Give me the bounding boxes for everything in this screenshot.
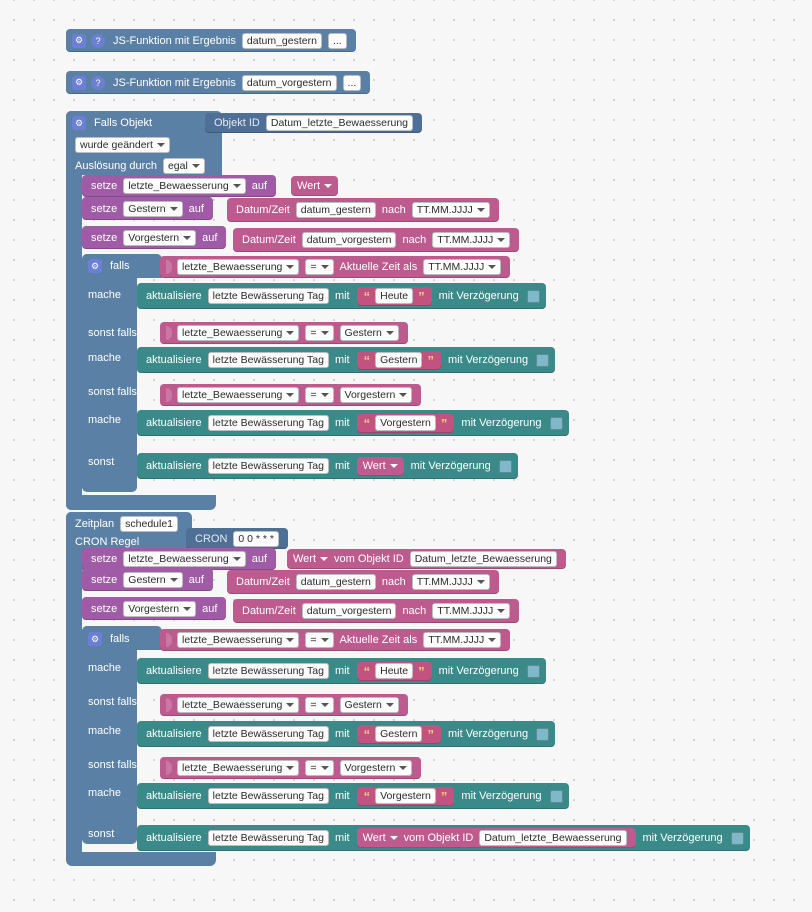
set-label: setze — [91, 231, 118, 244]
compare-operator[interactable]: = — [305, 259, 333, 275]
chevron-down-icon — [170, 578, 178, 582]
value-block-2[interactable]: Wert — [357, 457, 404, 476]
compare-left-variable[interactable]: letzte_Bewaesserung — [177, 632, 299, 648]
chevron-down-icon — [399, 393, 407, 397]
with-label: mit — [334, 417, 350, 429]
datetime-format-dropdown[interactable]: TT.MM.JJJJ — [412, 574, 490, 590]
with-label: mit — [334, 460, 350, 472]
datetime-format-dropdown[interactable]: TT.MM.JJJJ — [412, 202, 490, 218]
with-label: mit — [334, 354, 350, 366]
elseif-label-1a: sonst falls — [88, 327, 137, 339]
quote-open-icon: “ — [363, 726, 371, 742]
socket — [166, 388, 172, 402]
chevron-down-icon — [286, 265, 294, 269]
trigger-by-dropdown[interactable]: egal — [163, 158, 205, 174]
update-action-block-8[interactable] — [137, 825, 750, 851]
js-function-label-1: JS-Funktion mit Ergebnis — [113, 34, 236, 47]
object-id-value[interactable]: Datum_letzte_Bewaesserung — [266, 115, 413, 131]
compare-block-5[interactable] — [160, 694, 408, 716]
text-block-heute-2[interactable] — [357, 662, 432, 681]
compare-operator[interactable]: = — [305, 760, 333, 776]
gear-icon[interactable]: ⚙ — [72, 116, 86, 130]
compare-right-variable[interactable]: Vorgestern — [340, 387, 413, 403]
set-to-label: auf — [202, 231, 218, 244]
chevron-down-icon — [183, 236, 191, 240]
update-label: aktualisiere — [146, 417, 202, 429]
quote-close-icon: ” — [427, 352, 434, 368]
chevron-down-icon — [192, 164, 200, 168]
datetime-label: Datum/Zeit — [242, 234, 296, 246]
delay-label: mit Verzögerung — [438, 290, 519, 302]
js-function-label-2: JS-Funktion mit Ergebnis — [113, 76, 236, 89]
value-dropdown[interactable]: Wert — [297, 180, 321, 192]
chevron-down-icon — [321, 393, 329, 397]
if-label: falls — [110, 260, 130, 272]
set-to-label: auf — [188, 573, 204, 586]
after-label: nach — [381, 204, 406, 216]
schedule-name-field[interactable]: schedule1 — [120, 516, 178, 532]
chevron-down-icon — [286, 331, 294, 335]
object-id-value[interactable]: Datum_letzte_Bewaesserung — [410, 551, 557, 567]
js-function-name-field-1[interactable]: datum_gestern — [242, 33, 322, 49]
set-label: setze — [91, 180, 118, 192]
do-label-5: mache — [88, 725, 122, 737]
delay-label: mit Verzögerung — [438, 665, 519, 677]
set-to-label: auf — [188, 202, 204, 215]
socket — [166, 633, 172, 647]
text-value[interactable]: Vorgestern — [375, 415, 436, 431]
update-target[interactable]: letzte Bewässerung Tag — [208, 288, 329, 304]
delay-checkbox[interactable] — [527, 665, 540, 678]
text-value[interactable]: Vorgestern — [375, 788, 436, 804]
chevron-down-icon — [233, 557, 241, 561]
compare-block-6[interactable] — [160, 757, 421, 779]
js-function-more-1[interactable]: ... — [328, 33, 347, 49]
compare-right-variable[interactable]: Gestern — [340, 325, 399, 341]
delay-checkbox[interactable] — [536, 354, 549, 367]
update-target[interactable]: letzte Bewässerung Tag — [208, 788, 329, 804]
compare-left-variable[interactable]: letzte_Bewaesserung — [177, 760, 299, 776]
set-letzte-bewaesserung-block-2[interactable] — [82, 548, 276, 570]
chevron-down-icon — [399, 766, 407, 770]
update-label: aktualisiere — [146, 290, 202, 302]
datetime-label: Datum/Zeit — [236, 204, 290, 216]
update-target[interactable]: letzte Bewässerung Tag — [208, 352, 329, 368]
text-block-gestern-2[interactable] — [357, 725, 441, 744]
chevron-down-icon — [386, 703, 394, 707]
current-time-format[interactable]: TT.MM.JJJJ — [423, 632, 501, 648]
set-vorgestern-block-2[interactable] — [82, 597, 226, 620]
delay-label: mit Verzögerung — [447, 354, 529, 366]
text-value[interactable]: Gestern — [375, 352, 422, 368]
update-action-block-4[interactable] — [137, 453, 518, 479]
compare-left-variable[interactable]: letzte_Bewaesserung — [177, 387, 299, 403]
text-value[interactable]: Heute — [375, 288, 413, 304]
delay-checkbox[interactable] — [550, 417, 563, 430]
datetime-source[interactable]: datum_gestern — [296, 574, 376, 590]
set-to-label: auf — [251, 553, 267, 565]
js-function-more-2[interactable]: ... — [343, 75, 362, 91]
set-to-label: auf — [251, 180, 267, 192]
quote-open-icon: “ — [363, 788, 371, 804]
gear-icon[interactable]: ⚙ — [88, 632, 102, 646]
with-label: mit — [334, 290, 350, 302]
datetime-source[interactable]: datum_vorgestern — [302, 232, 397, 248]
delay-label: mit Verzögerung — [447, 728, 529, 740]
quote-open-icon: “ — [363, 288, 371, 304]
after-label: nach — [402, 605, 427, 617]
chevron-down-icon — [324, 184, 332, 188]
trigger-object-id-block[interactable] — [205, 113, 422, 133]
chevron-down-icon — [488, 265, 496, 269]
from-object-id-label: vom Objekt ID — [334, 553, 404, 565]
chevron-down-icon — [321, 331, 329, 335]
datetime-label: Datum/Zeit — [242, 605, 296, 617]
chevron-down-icon — [321, 265, 329, 269]
from-object-id-label: vom Objekt ID — [403, 832, 474, 844]
object-id-value[interactable]: Datum_letzte_Bewaesserung — [479, 830, 626, 846]
delay-checkbox[interactable] — [550, 790, 563, 803]
set-variable-dropdown[interactable]: Vorgestern — [123, 230, 196, 246]
do-label-4: mache — [88, 662, 122, 674]
current-time-label: Aktuelle Zeit als — [339, 634, 418, 646]
with-label: mit — [334, 665, 350, 677]
chevron-down-icon — [320, 557, 328, 561]
do-label-6: mache — [88, 787, 122, 799]
compare-block-1[interactable] — [160, 256, 510, 278]
chevron-down-icon — [286, 638, 294, 642]
if-row-2 — [88, 629, 133, 649]
delay-checkbox[interactable] — [499, 460, 512, 473]
cron-value-field[interactable]: 0 0 * * * — [233, 531, 279, 547]
compare-left-variable[interactable]: letzte_Bewaesserung — [177, 697, 299, 713]
else-label-2: sonst — [88, 828, 115, 840]
update-action-block-5[interactable] — [137, 658, 546, 684]
update-label: aktualisiere — [146, 832, 202, 844]
quote-close-icon: ” — [427, 726, 434, 742]
datetime-label: Datum/Zeit — [236, 576, 290, 588]
text-value[interactable]: Gestern — [375, 726, 422, 742]
delay-label: mit Verzögerung — [642, 832, 723, 844]
datetime-format-dropdown[interactable]: TT.MM.JJJJ — [432, 603, 510, 619]
chevron-down-icon — [170, 207, 178, 211]
compare-left-variable[interactable]: letzte_Bewaesserung — [177, 325, 299, 341]
delay-checkbox[interactable] — [731, 832, 744, 845]
js-function-block-2[interactable] — [66, 71, 370, 94]
value-dropdown[interactable]: Wert — [293, 553, 317, 565]
schedule-label: Zeitplan — [75, 518, 115, 530]
set-variable-dropdown[interactable]: Vorgestern — [123, 601, 196, 617]
compare-block-4[interactable] — [160, 629, 510, 651]
set-label: setze — [91, 202, 118, 215]
trigger-changed-row[interactable] — [72, 136, 173, 154]
quote-open-icon: “ — [363, 663, 371, 679]
quote-open-icon: “ — [363, 352, 371, 368]
with-label: mit — [334, 790, 350, 802]
if-label: falls — [110, 633, 130, 645]
set-variable-dropdown[interactable]: letzte_Bewaesserung — [123, 551, 245, 567]
text-block-heute-1[interactable] — [357, 287, 432, 306]
update-action-block-6[interactable] — [137, 721, 555, 747]
chevron-down-icon — [286, 703, 294, 707]
socket — [166, 260, 172, 274]
value-block-1[interactable] — [291, 176, 338, 196]
update-target[interactable]: letzte Bewässerung Tag — [208, 415, 329, 431]
quote-open-icon: “ — [363, 415, 371, 431]
datetime-source[interactable]: datum_gestern — [296, 202, 376, 218]
update-label: aktualisiere — [146, 728, 202, 740]
object-id-label: Objekt ID — [214, 117, 260, 129]
delay-label: mit Verzögerung — [461, 790, 542, 802]
update-target[interactable]: letzte Bewässerung Tag — [208, 458, 329, 474]
update-target[interactable]: letzte Bewässerung Tag — [208, 663, 329, 679]
chevron-down-icon — [321, 766, 329, 770]
set-label: setze — [91, 573, 118, 586]
trigger-title-row — [72, 114, 155, 132]
compare-operator[interactable]: = — [305, 697, 333, 713]
datetime-format-block-2[interactable] — [233, 228, 519, 252]
update-action-block-1[interactable] — [137, 283, 546, 309]
socket — [166, 761, 172, 775]
chevron-down-icon — [157, 143, 165, 147]
quote-close-icon: ” — [440, 415, 448, 431]
chevron-down-icon — [390, 464, 398, 468]
trigger-container-foot — [66, 495, 216, 510]
elseif-label-2a: sonst falls — [88, 696, 137, 708]
do-label-1: mache — [88, 289, 122, 301]
compare-operator[interactable]: = — [305, 632, 333, 648]
chevron-down-icon — [390, 836, 398, 840]
help-icon[interactable]: ? — [91, 76, 105, 90]
do-label-3: mache — [88, 414, 122, 426]
cron-label: CRON — [195, 532, 228, 545]
set-to-label: auf — [202, 602, 218, 615]
elseif-label-1b: sonst falls — [88, 386, 137, 398]
compare-block-3[interactable] — [160, 384, 421, 406]
gear-icon[interactable]: ⚙ — [72, 76, 86, 90]
chevron-down-icon — [286, 393, 294, 397]
compare-right-variable[interactable]: Vorgestern — [340, 760, 413, 776]
update-action-block-2[interactable] — [137, 347, 555, 373]
set-variable-dropdown[interactable]: Gestern — [123, 201, 182, 217]
with-label: mit — [334, 728, 350, 740]
datetime-format-dropdown[interactable]: TT.MM.JJJJ — [432, 232, 510, 248]
update-label: aktualisiere — [146, 790, 202, 802]
quote-close-icon: ” — [418, 288, 425, 304]
chevron-down-icon — [477, 580, 485, 584]
delay-label: mit Verzögerung — [461, 417, 542, 429]
if-row-1 — [88, 256, 133, 276]
value-from-object-block-1[interactable] — [287, 549, 566, 569]
after-label: nach — [402, 234, 427, 246]
set-gestern-block-2[interactable] — [82, 568, 213, 591]
chevron-down-icon — [321, 703, 329, 707]
text-value[interactable]: Heute — [375, 663, 413, 679]
compare-operator[interactable]: = — [305, 325, 333, 341]
socket — [166, 326, 172, 340]
datetime-format-block-4[interactable] — [233, 599, 519, 623]
datetime-source[interactable]: datum_vorgestern — [302, 603, 397, 619]
text-block-vorgestern-2[interactable] — [357, 787, 455, 806]
compare-operator[interactable]: = — [305, 387, 333, 403]
cron-block[interactable] — [186, 528, 288, 549]
compare-block-2[interactable] — [160, 322, 408, 344]
trigger-by-label: Auslösung durch — [75, 160, 157, 172]
trigger-by-row[interactable] — [72, 157, 208, 175]
chevron-down-icon — [386, 331, 394, 335]
schedule-title-row — [72, 515, 181, 533]
chevron-down-icon — [233, 184, 241, 188]
after-label: nach — [381, 576, 406, 588]
value-from-object-block-2[interactable]: Wert vom Objekt ID Datum_letzte_Bewaesserung — [357, 828, 636, 848]
chevron-down-icon — [497, 238, 505, 242]
js-function-name-field-2[interactable]: datum_vorgestern — [242, 75, 337, 91]
socket — [166, 698, 172, 712]
quote-close-icon: ” — [418, 663, 425, 679]
update-action-block-3[interactable] — [137, 410, 569, 436]
chevron-down-icon — [183, 607, 191, 611]
update-target[interactable]: letzte Bewässerung Tag — [208, 726, 329, 742]
set-vorgestern-block[interactable] — [82, 226, 226, 249]
set-gestern-block[interactable] — [82, 197, 213, 220]
elseif-label-2b: sonst falls — [88, 759, 137, 771]
cron-rule-label: CRON Regel — [75, 536, 140, 548]
trigger-changed-dropdown[interactable]: wurde geändert — [75, 137, 170, 153]
datetime-format-block-3[interactable] — [227, 570, 499, 594]
chevron-down-icon — [321, 638, 329, 642]
update-target[interactable]: letzte Bewässerung Tag — [208, 830, 329, 846]
current-time-label: Aktuelle Zeit als — [339, 261, 418, 273]
delay-checkbox[interactable] — [536, 728, 549, 741]
set-label: setze — [91, 602, 118, 615]
schedule-container-foot — [66, 852, 216, 866]
datetime-format-block-1[interactable] — [227, 198, 499, 222]
update-label: aktualisiere — [146, 354, 202, 366]
text-block-vorgestern-1[interactable] — [357, 414, 455, 433]
set-variable-dropdown[interactable]: Gestern — [123, 572, 182, 588]
gear-icon[interactable]: ⚙ — [72, 34, 86, 48]
chevron-down-icon — [497, 609, 505, 613]
set-variable-dropdown[interactable]: letzte_Bewaesserung — [123, 178, 245, 194]
set-label: setze — [91, 553, 118, 565]
delay-label: mit Verzögerung — [410, 460, 491, 472]
chevron-down-icon — [286, 766, 294, 770]
update-label: aktualisiere — [146, 665, 202, 677]
do-label-2: mache — [88, 352, 122, 364]
gear-icon[interactable]: ⚙ — [88, 259, 102, 273]
js-function-block-1[interactable] — [66, 29, 356, 52]
chevron-down-icon — [477, 208, 485, 212]
with-label: mit — [334, 832, 350, 844]
update-label: aktualisiere — [146, 460, 202, 472]
current-time-format[interactable]: TT.MM.JJJJ — [423, 259, 501, 275]
compare-right-variable[interactable]: Gestern — [340, 697, 399, 713]
help-icon[interactable]: ? — [91, 34, 105, 48]
set-letzte-bewaesserung-block[interactable] — [82, 175, 276, 197]
compare-left-variable[interactable]: letzte_Bewaesserung — [177, 259, 299, 275]
update-action-block-7[interactable] — [137, 783, 569, 809]
else-label-1: sonst — [88, 456, 115, 468]
trigger-title: Falls Objekt — [94, 117, 153, 129]
delay-checkbox[interactable] — [527, 290, 540, 303]
text-block-gestern-1[interactable] — [357, 351, 441, 370]
quote-close-icon: ” — [440, 788, 448, 804]
chevron-down-icon — [488, 638, 496, 642]
